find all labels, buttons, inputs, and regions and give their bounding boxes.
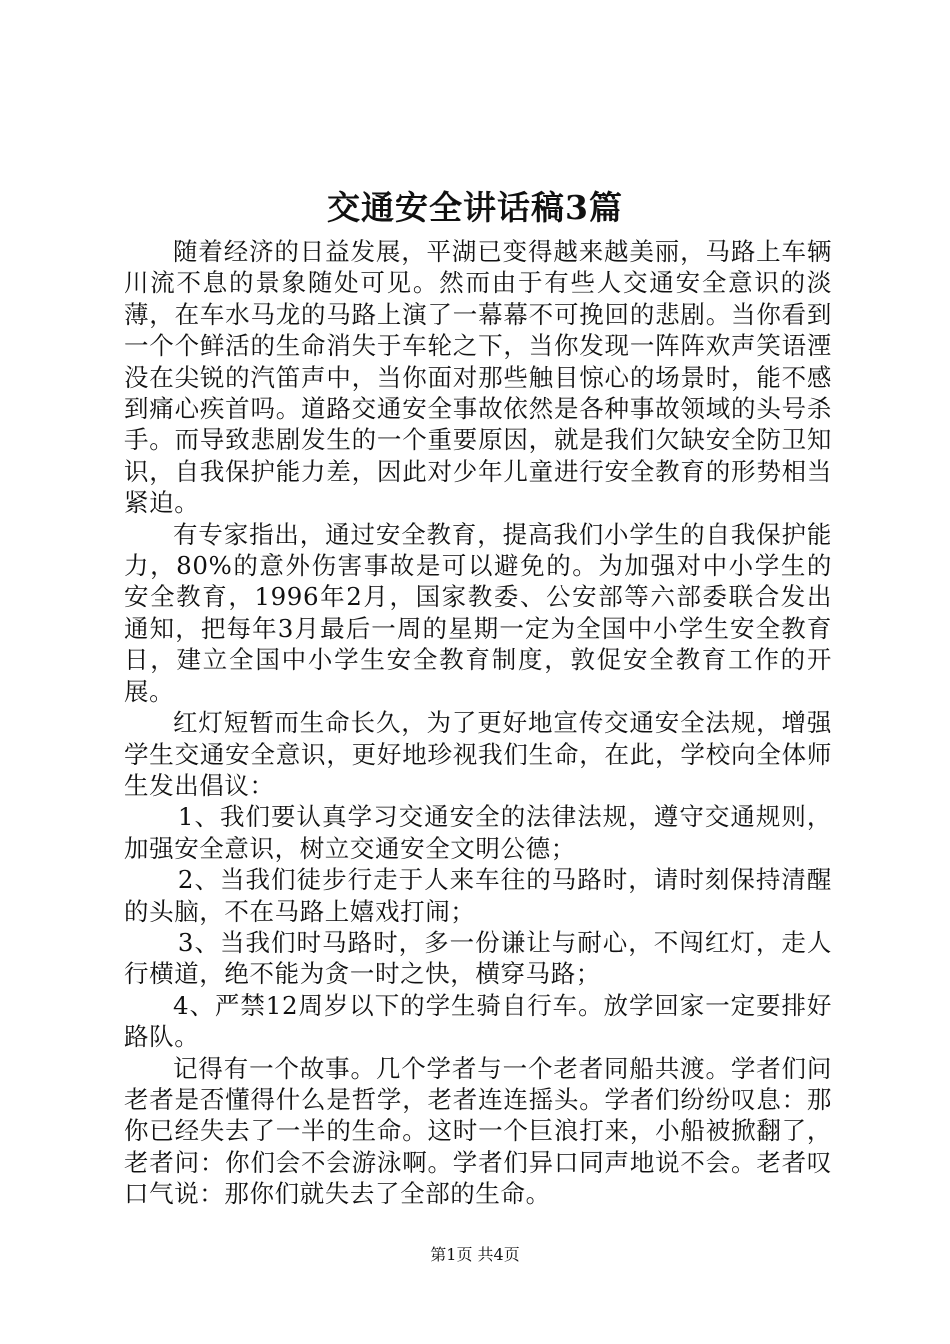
paragraph: 随着经济的日益发展，平湖已变得越来越美丽，马路上车辆川流不息的景象随处可见。然而由于有些人交通安全意识的淡薄，在车水马龙的马路上演了一幕幕不可挽回的悲剧。当你看到一个个鲜活的生命消失于车轮之下，当你发现一阵阵欢声笑语湮没在尖锐的汽笛声中，当你面对那些触目惊心的场景时，能不感到痛心疾首吗。道路交通安全事故依然是各种事故领域的头号杀手。而导致悲剧发生的一个重要原因，就是我们欠缺安全防卫知识，自我保护能力差，因此对少年儿童进行安全教育的形势相当紧迫。 — [124, 237, 832, 518]
proposal-item: 2、当我们徒步行走于人来车往的马路时，请时刻保持清醒的头脑，不在马路上嬉戏打闹； — [124, 865, 832, 926]
proposal-item: 1、我们要认真学习交通安全的法律法规，遵守交通规则，加强安全意识，树立交通安全文明公德； — [124, 802, 832, 863]
proposal-item: 4、严禁12周岁以下的学生骑自行车。放学回家一定要排好路队。 — [124, 990, 832, 1052]
proposal-item: 3、当我们时马路时，多一份谦让与耐心，不闯红灯，走人行横道，绝不能为贪一时之快，横穿马路； — [124, 927, 832, 989]
paragraph: 红灯短暂而生命长久，为了更好地宣传交通安全法规，增强学生交通安全意识，更好地珍视我们生命，在此，学校向全体师生发出倡议： — [124, 708, 832, 800]
paragraph: 有专家指出，通过安全教育，提高我们小学生的自我保护能力，80%的意外伤害事故是可以避免的。为加强对中小学生的安全教育，1996年2月，国家教委、公安部等六部委联合发出通知，把每年3月最后一周的星期一定为全国中小学生安全教育日，建立全国中小学生安全教育制度，敦促安全教育工作的开展。 — [124, 519, 832, 706]
page-footer: 第1页 共4页 — [430, 1245, 520, 1264]
document-body — [124, 236, 832, 1210]
paragraph: 记得有一个故事。几个学者与一个老者同船共渡。学者们问老者是否懂得什么是哲学，老者连连摇头。学者们纷纷叹息：那你已经失去了一半的生命。这时一个巨浪打来，小船被掀翻了，老者问：你们会不会游泳啊。学者们异口同声地说不会。老者叹口气说：那你们就失去了全部的生命。 — [124, 1053, 832, 1209]
document-title: 交通安全讲话稿3篇 — [327, 188, 623, 227]
